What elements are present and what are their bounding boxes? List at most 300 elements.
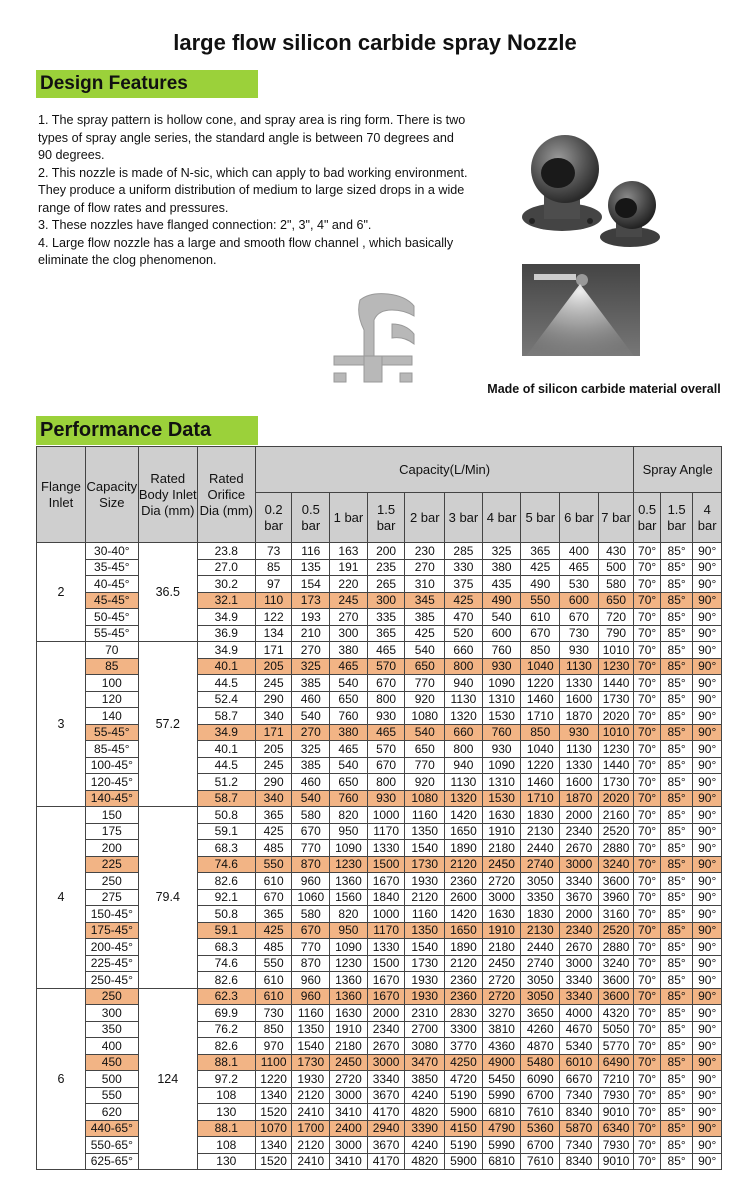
spray-angle-cell: 70° [634,988,660,1005]
spray-angle-cell: 85° [660,906,693,923]
capacity-cell: 270 [330,609,368,626]
capacity-cell: 1160 [292,1005,330,1022]
capacity-cell: 1520 [255,1153,292,1170]
orifice-cell: 40.1 [197,658,255,675]
spray-angle-cell: 70° [634,675,660,692]
capacity-cell: 1070 [255,1120,292,1137]
capacity-cell: 335 [367,609,405,626]
capacity-cell: 1440 [598,675,634,692]
capacity-cell: 340 [255,790,292,807]
capacity-cell: 380 [330,724,368,741]
capacity-cell: 1090 [482,757,521,774]
capacity-size-cell: 620 [85,1104,138,1121]
spray-angle-cell: 85° [660,774,693,791]
capacity-size-cell: 40-45° [85,576,138,593]
capacity-cell: 5190 [445,1087,483,1104]
capacity-cell: 1340 [255,1137,292,1154]
capacity-size-cell: 450 [85,1054,138,1071]
spray-angle-cell: 85° [660,708,693,725]
capacity-cell: 290 [255,774,292,791]
capacity-pressure-header: 6 bar [560,493,599,543]
capacity-cell: 205 [255,741,292,758]
capacity-cell: 1910 [330,1021,368,1038]
capacity-size-cell: 200 [85,840,138,857]
capacity-cell: 2740 [521,955,560,972]
capacity-cell: 870 [292,955,330,972]
capacity-cell: 6340 [598,1120,634,1137]
capacity-cell: 820 [330,807,368,824]
orifice-cell: 82.6 [197,1038,255,1055]
capacity-cell: 1320 [445,708,483,725]
capacity-cell: 770 [405,675,445,692]
capacity-cell: 375 [445,576,483,593]
capacity-cell: 2130 [521,823,560,840]
capacity-cell: 600 [560,592,599,609]
capacity-cell: 3850 [405,1071,445,1088]
orifice-cell: 34.9 [197,609,255,626]
capacity-cell: 930 [482,741,521,758]
spray-angle-cell: 70° [634,1153,660,1170]
angle-pressure-header: 1.5 bar [660,493,693,543]
capacity-size-cell: 440-65° [85,1120,138,1137]
angle-pressure-header: 0.5 bar [634,493,660,543]
capacity-cell: 1010 [598,642,634,659]
orifice-cell: 59.1 [197,922,255,939]
capacity-cell: 205 [255,658,292,675]
orifice-cell: 74.6 [197,856,255,873]
capacity-cell: 540 [405,642,445,659]
spray-angle-cell: 90° [693,873,722,890]
capacity-cell: 1730 [405,856,445,873]
capacity-cell: 3000 [367,1054,405,1071]
performance-table [36,446,722,1170]
nozzle-section-drawing [330,290,416,384]
capacity-pressure-header: 7 bar [598,493,634,543]
orifice-cell: 52.4 [197,691,255,708]
capacity-cell: 730 [560,625,599,642]
capacity-cell: 1160 [405,906,445,923]
capacity-cell: 2670 [560,939,599,956]
spray-angle-cell: 70° [634,642,660,659]
spray-angle-cell: 90° [693,955,722,972]
capacity-cell: 1930 [405,972,445,989]
capacity-cell: 930 [482,658,521,675]
capacity-cell: 2120 [445,955,483,972]
capacity-cell: 230 [405,543,445,560]
capacity-size-cell: 140 [85,708,138,725]
capacity-cell: 4150 [445,1120,483,1137]
capacity-cell: 960 [292,873,330,890]
spray-angle-cell: 70° [634,724,660,741]
capacity-cell: 8340 [560,1153,599,1170]
capacity-cell: 4670 [560,1021,599,1038]
capacity-cell: 4720 [445,1071,483,1088]
capacity-cell: 4260 [521,1021,560,1038]
capacity-cell: 1320 [445,790,483,807]
orifice-cell: 34.9 [197,724,255,741]
capacity-cell: 1730 [598,774,634,791]
capacity-cell: 154 [292,576,330,593]
capacity-size-cell: 625-65° [85,1153,138,1170]
capacity-cell: 500 [598,559,634,576]
capacity-size-cell: 225-45° [85,955,138,972]
capacity-cell: 760 [330,708,368,725]
capacity-cell: 2180 [482,840,521,857]
capacity-size-cell: 250-45° [85,972,138,989]
capacity-cell: 1460 [521,774,560,791]
orifice-cell: 108 [197,1137,255,1154]
capacity-size-cell: 550 [85,1087,138,1104]
capacity-cell: 3000 [330,1087,368,1104]
orifice-cell: 69.9 [197,1005,255,1022]
spray-angle-cell: 90° [693,559,722,576]
spray-angle-cell: 70° [634,757,660,774]
capacity-cell: 2000 [367,1005,405,1022]
capacity-cell: 5990 [482,1137,521,1154]
capacity-pressure-header: 3 bar [445,493,483,543]
capacity-cell: 2450 [482,955,521,972]
capacity-cell: 6700 [521,1087,560,1104]
capacity-cell: 425 [405,625,445,642]
capacity-size-cell: 175 [85,823,138,840]
capacity-cell: 1160 [405,807,445,824]
spray-angle-cell: 90° [693,543,722,560]
orifice-cell: 58.7 [197,790,255,807]
spray-angle-cell: 90° [693,1137,722,1154]
spray-angle-cell: 70° [634,1038,660,1055]
capacity-cell: 760 [482,724,521,741]
spray-angle-cell: 70° [634,856,660,873]
capacity-cell: 490 [482,592,521,609]
spray-angle-cell: 85° [660,1054,693,1071]
capacity-pressure-header: 0.2 bar [255,493,292,543]
capacity-cell: 2520 [598,922,634,939]
spray-angle-cell: 85° [660,691,693,708]
capacity-cell: 1420 [445,906,483,923]
spray-angle-cell: 85° [660,576,693,593]
capacity-cell: 2160 [598,807,634,824]
capacity-cell: 1670 [367,972,405,989]
capacity-cell: 1420 [445,807,483,824]
capacity-size-cell: 30-40° [85,543,138,560]
capacity-cell: 3350 [521,889,560,906]
spray-angle-cell: 70° [634,609,660,626]
capacity-cell: 365 [255,906,292,923]
capacity-cell: 2340 [560,823,599,840]
spray-angle-cell: 85° [660,741,693,758]
capacity-cell: 3240 [598,955,634,972]
capacity-cell: 5340 [560,1038,599,1055]
capacity-cell: 270 [405,559,445,576]
spray-angle-cell: 85° [660,1153,693,1170]
spray-angle-cell: 85° [660,840,693,857]
spray-angle-cell: 70° [634,906,660,923]
capacity-cell: 435 [482,576,521,593]
capacity-cell: 1350 [405,823,445,840]
capacity-cell: 1930 [405,873,445,890]
spray-angle-cell: 85° [660,609,693,626]
capacity-cell: 2440 [521,840,560,857]
capacity-cell: 1230 [598,741,634,758]
capacity-cell: 6670 [560,1071,599,1088]
spray-angle-cell: 70° [634,840,660,857]
capacity-cell: 800 [445,658,483,675]
capacity-cell: 2120 [445,856,483,873]
capacity-cell: 385 [405,609,445,626]
capacity-cell: 800 [445,741,483,758]
capacity-cell: 650 [330,691,368,708]
capacity-cell: 1630 [482,807,521,824]
capacity-cell: 650 [598,592,634,609]
capacity-cell: 610 [255,873,292,890]
spray-angle-cell: 85° [660,1005,693,1022]
capacity-cell: 1730 [405,955,445,972]
spray-angle-cell: 85° [660,939,693,956]
capacity-cell: 2720 [330,1071,368,1088]
capacity-cell: 1700 [292,1120,330,1137]
col-header-spray-angle: Spray Angle [634,447,722,493]
capacity-cell: 670 [521,625,560,642]
spray-angle-cell: 70° [634,873,660,890]
capacity-cell: 340 [255,708,292,725]
capacity-cell: 1460 [521,691,560,708]
capacity-cell: 1090 [330,840,368,857]
capacity-size-cell: 200-45° [85,939,138,956]
capacity-size-cell: 550-65° [85,1137,138,1154]
capacity-cell: 1360 [330,972,368,989]
table-row [37,988,722,1005]
page-title: large flow silicon carbide spray Nozzle [173,30,577,55]
capacity-cell: 325 [482,543,521,560]
capacity-cell: 2700 [405,1021,445,1038]
spray-angle-cell: 85° [660,922,693,939]
capacity-cell: 940 [445,675,483,692]
capacity-cell: 2360 [445,988,483,1005]
capacity-cell: 2410 [292,1104,330,1121]
capacity-cell: 2020 [598,790,634,807]
capacity-cell: 330 [445,559,483,576]
capacity-size-cell: 70 [85,642,138,659]
capacity-cell: 1830 [521,906,560,923]
capacity-cell: 1930 [292,1071,330,1088]
capacity-cell: 4170 [367,1153,405,1170]
orifice-cell: 82.6 [197,873,255,890]
capacity-cell: 670 [255,889,292,906]
capacity-cell: 2000 [560,807,599,824]
spray-angle-cell: 90° [693,1054,722,1071]
capacity-cell: 3600 [598,988,634,1005]
capacity-cell: 950 [330,823,368,840]
capacity-cell: 670 [292,823,330,840]
capacity-cell: 1910 [482,922,521,939]
spray-angle-cell: 90° [693,1038,722,1055]
capacity-cell: 540 [330,675,368,692]
capacity-cell: 1840 [367,889,405,906]
capacity-cell: 660 [445,642,483,659]
feature-item: 3. These nozzles have flanged connection: 2", 3", 4" and 6". [38,218,372,232]
spray-angle-cell: 90° [693,790,722,807]
capacity-cell: 300 [367,592,405,609]
capacity-cell: 193 [292,609,330,626]
spray-angle-cell: 85° [660,972,693,989]
capacity-cell: 171 [255,724,292,741]
capacity-cell: 1830 [521,807,560,824]
spray-angle-cell: 90° [693,757,722,774]
capacity-cell: 220 [330,576,368,593]
orifice-cell: 44.5 [197,675,255,692]
capacity-cell: 3080 [405,1038,445,1055]
capacity-cell: 3240 [598,856,634,873]
capacity-cell: 1540 [405,939,445,956]
capacity-cell: 465 [330,658,368,675]
capacity-cell: 300 [330,625,368,642]
capacity-cell: 2360 [445,873,483,890]
orifice-cell: 130 [197,1104,255,1121]
capacity-cell: 5050 [598,1021,634,1038]
capacity-cell: 290 [255,691,292,708]
capacity-cell: 485 [255,939,292,956]
capacity-cell: 1710 [521,708,560,725]
capacity-size-cell: 85-45° [85,741,138,758]
capacity-cell: 6010 [560,1054,599,1071]
orifice-cell: 50.8 [197,906,255,923]
capacity-cell: 1130 [445,691,483,708]
capacity-cell: 3600 [598,873,634,890]
capacity-cell: 850 [255,1021,292,1038]
spray-angle-cell: 70° [634,1071,660,1088]
capacity-cell: 2880 [598,840,634,857]
capacity-cell: 210 [292,625,330,642]
capacity-cell: 4320 [598,1005,634,1022]
capacity-cell: 3000 [560,856,599,873]
capacity-cell: 2720 [482,972,521,989]
capacity-cell: 4820 [405,1153,445,1170]
capacity-size-cell: 350 [85,1021,138,1038]
capacity-cell: 1230 [598,658,634,675]
capacity-cell: 4900 [482,1054,521,1071]
table-row [37,642,722,659]
capacity-cell: 540 [405,724,445,741]
flange-inlet-cell: 4 [37,807,86,989]
spray-angle-cell: 70° [634,658,660,675]
capacity-cell: 1650 [445,823,483,840]
capacity-cell: 85 [255,559,292,576]
capacity-cell: 2120 [292,1087,330,1104]
spray-angle-cell: 85° [660,807,693,824]
capacity-cell: 1000 [367,807,405,824]
capacity-cell: 2440 [521,939,560,956]
spray-angle-cell: 70° [634,592,660,609]
capacity-cell: 3340 [367,1071,405,1088]
spray-angle-cell: 90° [693,658,722,675]
capacity-cell: 1310 [482,774,521,791]
capacity-cell: 550 [521,592,560,609]
capacity-cell: 610 [255,972,292,989]
spray-angle-cell: 90° [693,708,722,725]
spray-angle-cell: 90° [693,1071,722,1088]
capacity-cell: 9010 [598,1153,634,1170]
capacity-cell: 660 [445,724,483,741]
spray-angle-cell: 70° [634,576,660,593]
capacity-cell: 760 [482,642,521,659]
capacity-cell: 430 [598,543,634,560]
capacity-cell: 1560 [330,889,368,906]
spray-angle-cell: 70° [634,774,660,791]
capacity-size-cell: 55-45° [85,625,138,642]
spray-angle-cell: 90° [693,1120,722,1137]
capacity-cell: 2340 [560,922,599,939]
capacity-cell: 425 [255,922,292,939]
angle-pressure-header: 4 bar [693,493,722,543]
capacity-cell: 540 [482,609,521,626]
capacity-cell: 930 [560,642,599,659]
capacity-cell: 490 [521,576,560,593]
capacity-cell: 770 [292,840,330,857]
capacity-cell: 270 [292,724,330,741]
spray-angle-cell: 70° [634,1005,660,1022]
capacity-cell: 1540 [292,1038,330,1055]
spray-angle-cell: 90° [693,1153,722,1170]
orifice-cell: 76.2 [197,1021,255,1038]
design-features-list [38,112,468,270]
capacity-cell: 850 [521,642,560,659]
capacity-cell: 5900 [445,1104,483,1121]
capacity-cell: 3470 [405,1054,445,1071]
capacity-cell: 670 [367,757,405,774]
col-header-capacity: Capacity(L/Min) [255,447,634,493]
capacity-cell: 670 [367,675,405,692]
capacity-cell: 285 [445,543,483,560]
capacity-size-cell: 50-45° [85,609,138,626]
spray-angle-cell: 90° [693,691,722,708]
capacity-cell: 650 [330,774,368,791]
capacity-cell: 1330 [560,675,599,692]
capacity-cell: 1500 [367,955,405,972]
capacity-cell: 8340 [560,1104,599,1121]
spray-angle-cell: 85° [660,1104,693,1121]
capacity-cell: 1730 [598,691,634,708]
capacity-cell: 4000 [560,1005,599,1022]
capacity-cell: 1670 [367,988,405,1005]
capacity-pressure-header: 0.5 bar [292,493,330,543]
capacity-pressure-header: 1 bar [330,493,368,543]
capacity-cell: 1540 [405,840,445,857]
capacity-pressure-header: 4 bar [482,493,521,543]
capacity-cell: 2670 [560,840,599,857]
capacity-size-cell: 500 [85,1071,138,1088]
spray-angle-cell: 90° [693,1005,722,1022]
spray-angle-cell: 85° [660,543,693,560]
spray-angle-cell: 90° [693,939,722,956]
capacity-cell: 4170 [367,1104,405,1121]
capacity-cell: 7610 [521,1104,560,1121]
capacity-cell: 7930 [598,1137,634,1154]
capacity-cell: 2340 [367,1021,405,1038]
spray-angle-cell: 90° [693,906,722,923]
capacity-cell: 3000 [330,1137,368,1154]
capacity-cell: 9010 [598,1104,634,1121]
capacity-cell: 3960 [598,889,634,906]
capacity-cell: 245 [330,592,368,609]
capacity-cell: 1230 [330,856,368,873]
capacity-size-cell: 120 [85,691,138,708]
capacity-cell: 365 [521,543,560,560]
spray-angle-cell: 90° [693,807,722,824]
capacity-cell: 1710 [521,790,560,807]
capacity-size-cell: 45-45° [85,592,138,609]
orifice-cell: 88.1 [197,1120,255,1137]
design-features-heading: Design Features [36,70,258,98]
